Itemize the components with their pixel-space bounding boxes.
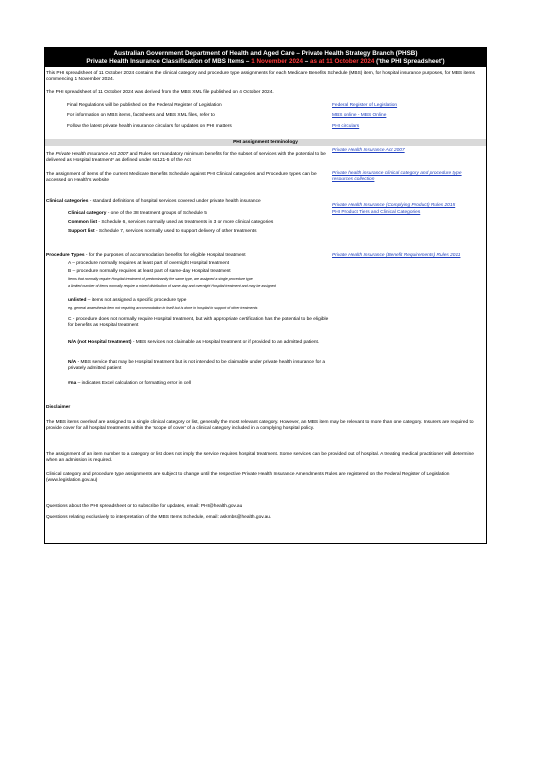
benefit-requirements-rules-link[interactable]: Private Health Insurance (Benefit Requirements) Rules 2011 xyxy=(332,253,461,258)
clinical-categories-line: Clinical categories - standard definitions of hospital services covered under private health insurance xyxy=(46,199,261,204)
phi-act-link[interactable]: Private Health Insurance Act 2007 xyxy=(332,148,405,153)
hash-na-line: #na – indicates Excel calculation or formatting error in cell xyxy=(68,381,191,386)
procedure-types-line: Procedure Types - for the purposes of accommodation benefits for eligible Hospital treatment xyxy=(46,253,246,258)
contact-askmbs-email: Questions relating exclusively to interpretation of the MBS Items Schedule, email: askmbs@health.gov.au. xyxy=(46,515,272,520)
terminology-heading: PHI assignment terminology xyxy=(45,139,486,146)
intro-link-text-3: Follow the latest private health insurance circulars for updates on PHI matters xyxy=(67,124,232,129)
act-paragraph: The Private Health Insurance Act 2007 and Rules set mandatory minimum benefits for the subset of services with the potential to be delivered as Hospital treatment* as defined under ss121-5 of the Act xyxy=(46,152,326,163)
procedure-type-note-1: Items that normally require Hospital treatment of predominantly the same type, are assigned a single procedure type xyxy=(68,277,253,281)
procedure-type-c: C - procedure does not normally require Hospital treatment, but with appropriate certification has the potential to be eligible for benefits as Hospital treatment xyxy=(68,317,329,328)
intro-paragraph-1: This PHI spreadsheet of 11 October 2024 contains the clinical category and procedure type assignments for each Medicare Benefits Schedule (MBS) item, for hospital insurance purposes, for MBS items commencing 1 November 2024. xyxy=(46,71,475,82)
unlisted-note: eg. general anaesthesia item not requiring accommodation in itself but is done in hospital in support of other treatments xyxy=(68,306,258,310)
assignment-paragraph: The assignment of items of the current Medicare Benefits Schedule against PHI Clinical categories and Procedure types can be accessed on Health's website xyxy=(46,172,317,183)
intro-link-text-1: Final Regulations will be published on the Federal Register of Legislation xyxy=(67,103,222,108)
disclaimer-heading: Disclaimer xyxy=(46,405,71,410)
sheet-header xyxy=(45,48,486,67)
support-list-item: Support list - Schedule 7, services normally used to support delivery of other treatments xyxy=(68,229,257,234)
common-list-item: Common list - Schedule 6, services normally used as treatments in 3 or more clinical categories xyxy=(68,220,274,225)
procedure-type-a: A – procedure normally requires at least part of overnight Hospital treatment xyxy=(68,261,230,266)
product-tiers-link[interactable]: PHI Product Tiers and Clinical Categories xyxy=(332,210,421,215)
phi-circulars-link[interactable]: PHI circulars xyxy=(332,124,360,129)
disclaimer-paragraph-3: Clinical category and procedure type assignments are subject to change until the respective Private Health Insurance Amendments Rules are registered on the Federal Register of Legislation (www.legislation.gov.au) xyxy=(46,472,450,483)
na-line: N/A - MBS service that may be Hospital treatment but is not intended to be claimable under private health insurance for a privately admitted patient xyxy=(68,360,326,371)
category-resources-link[interactable]: Private health insurance clinical category and procedure type resources collection xyxy=(332,171,462,182)
procedure-type-b: B – procedure normally requires at least part of same-day Hospital treatment xyxy=(68,269,231,274)
phi-spreadsheet-sheet xyxy=(44,47,487,544)
header-line-2: Private Health Insurance Classification of MBS Items – 1 November 2024 – as at 11 October 2024 ('the PHI Spreadsheet') xyxy=(86,58,445,65)
header-line-1: Australian Government Department of Health and Aged Care – Private Health Strategy Branch (PHSB) xyxy=(113,50,418,57)
procedure-type-note-2: a limited number of items normally require a mixed distribution of same-day and overnight Hospital treatment and may be assigned xyxy=(68,284,276,288)
unlisted-line: unlisted – items not assigned a specific procedure type xyxy=(68,298,187,303)
federal-register-link[interactable]: Federal Register of Legislation xyxy=(332,103,398,108)
na-not-hospital-line: N/A (not Hospital treatment) - MBS services not claimable as Hospital treatment or if provided to an admitted patient. xyxy=(68,340,320,345)
disclaimer-paragraph-2: The assignment of an item number to a category or list does not imply the service requires hospital treatment. Some services can be provided out of hospital. A treating medical practitioner will determine when an admission is required. xyxy=(46,452,474,463)
disclaimer-paragraph-1: The MBS items overleaf are assigned to a single clinical category or list, generally the most relevant category. However, an MBS item may be relevant to more than one category. Insurers are required to provide cover for all hospital treatments within the 'scope of cover' of a clinical category included in a complying hospital policy. xyxy=(46,420,474,431)
clinical-category-item: Clinical category - one of the 38 treatment groups of Schedule 5 xyxy=(68,211,207,216)
intro-link-text-2: For information on MBS items, factsheets and MBS XML files, refer to xyxy=(67,113,215,118)
mbs-online-link[interactable]: MBS online - MBS Online xyxy=(332,113,387,118)
contact-phi-email: Questions about the PHI spreadsheet or to subscribe for updates, email: PHI@health.gov.au xyxy=(46,504,243,509)
complying-product-rules-link[interactable]: Private Health Insurance (Complying Product) Rules 2015 xyxy=(332,203,456,208)
intro-paragraph-2: The PHI spreadsheet of 11 October 2024 was derived from the MBS XML file published on 4 October 2024. xyxy=(46,90,274,95)
